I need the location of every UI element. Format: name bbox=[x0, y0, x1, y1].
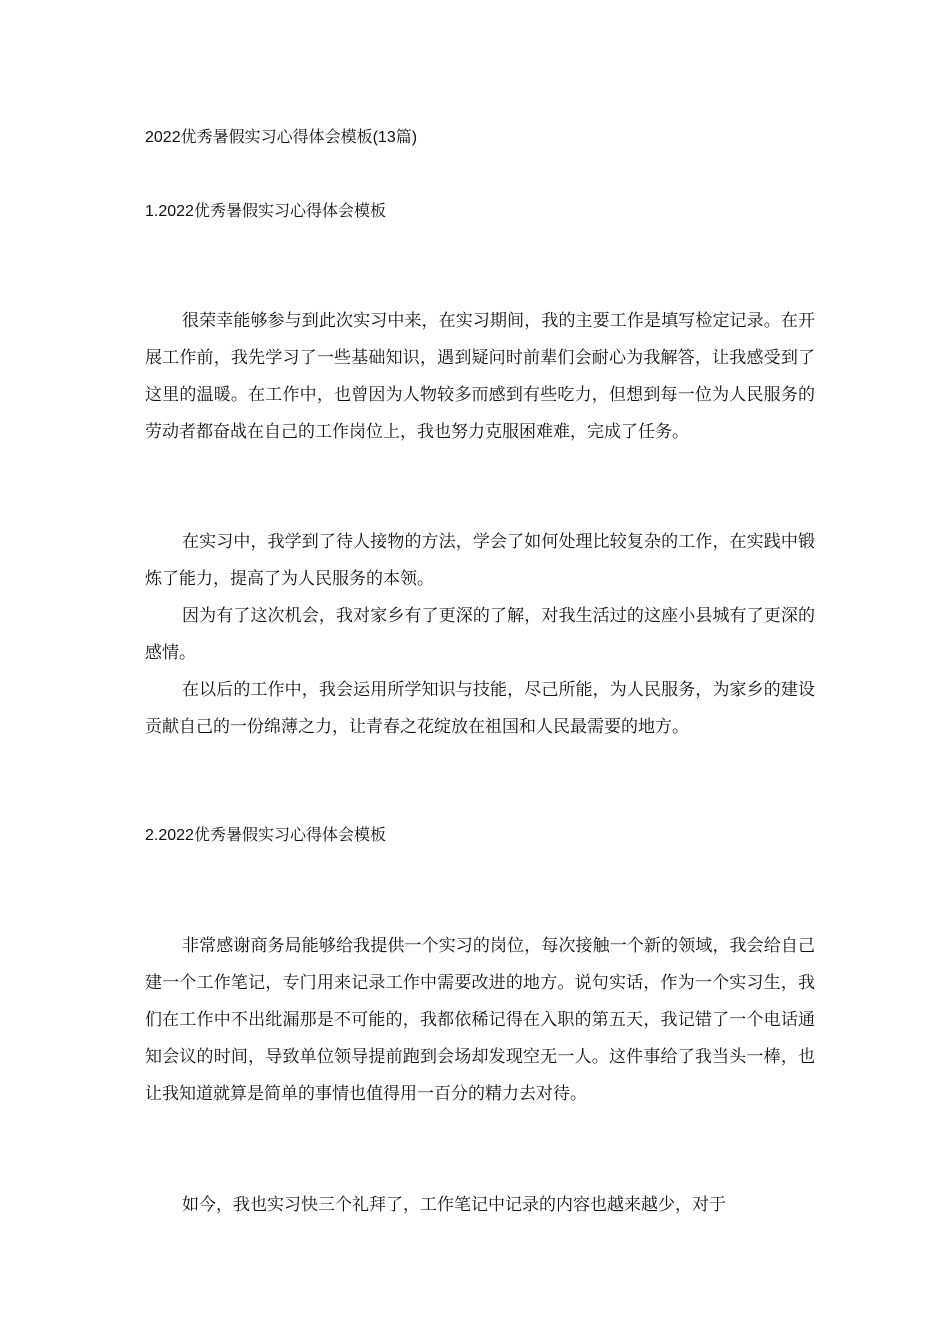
paragraph: 如今，我也实习快三个礼拜了，工作笔记中记录的内容也越来越少，对于 bbox=[182, 1195, 726, 1215]
paragraph: 在以后的工作中，我会运用所学知识与技能，尽己所能，为人民服务，为家乡的建设贡献自己的一份绵薄之力，让青春之花绽放在祖国和人民最需要的地方。 bbox=[145, 680, 815, 737]
paragraph: 在实习中，我学到了待人接物的方法，学会了如何处理比较复杂的工作，在实践中锻炼了能力，提高了为人民服务的本领。 bbox=[145, 532, 815, 589]
paragraph: 很荣幸能够参与到此次实习中来，在实习期间，我的主要工作是填写检定记录。在开展工作前，我先学习了一些基础知识，遇到疑问时前辈们会耐心为我解答，让我感受到了这里的温暖。在工作中，也曾因为人物较多而感到有些吃力，但想到每一位为人民服务的劳动者都奋战在自己的工作岗位上，我也努力克服困难难，完成了任务。 bbox=[145, 311, 815, 442]
document-title: 2022优秀暑假实习心得体会模板(13篇) bbox=[145, 129, 418, 146]
paragraph: 因为有了这次机会，我对家乡有了更深的了解，对我生活过的这座小县城有了更深的感情。 bbox=[145, 606, 815, 663]
paragraph: 非常感谢商务局能够给我提供一个实习的岗位，每次接触一个新的领域，我会给自己建一个工作笔记，专门用来记录工作中需要改进的地方。说句实话，作为一个实习生，我们在工作中不出纰漏那是不可能的，我都依稀记得在入职的第五天，我记错了一个电话通知会议的时间，导致单位领导提前跑到会场却发现空无一人。这件事给了我当头一棒，也让我知道就算是简单的事情也值得用一百分的精力去对待。 bbox=[145, 936, 815, 1104]
section-heading: 2.2022优秀暑假实习心得体会模板 bbox=[145, 827, 386, 844]
section-heading: 1.2022优秀暑假实习心得体会模板 bbox=[145, 203, 386, 220]
